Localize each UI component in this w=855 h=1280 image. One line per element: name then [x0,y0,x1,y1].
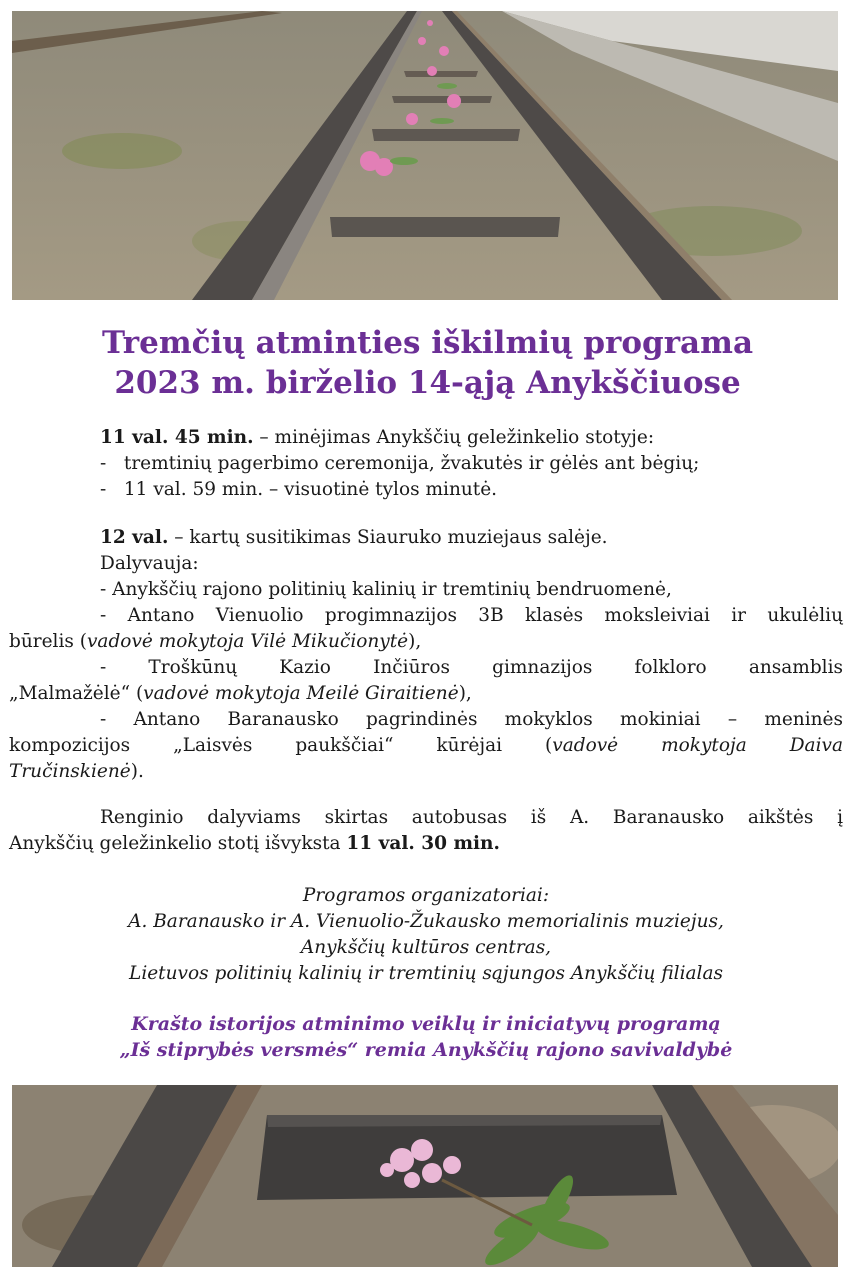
participant-2-leader: vadovė mokytoja Vilė Mikučionytė [86,631,409,652]
participants-label: Dalyvauja: [100,553,199,574]
participant-4-leader: vadovė mokytoja Daiva [552,735,843,756]
organizer-3: Lietuvos politinių kalinių ir tremtinių sąjungos Anykščių filialas [129,963,723,984]
title-line-2: 2023 m. birželio 14-ąją Anykščiuose [114,365,741,401]
part1-heading [9,425,843,451]
bus-line-b: Anykščių geležinkelio stotį išvyksta 11 val. 30 min. [9,833,500,854]
bus-line-a: Renginio dalyviams skirtas autobusas iš A. Baranausko aikštės į [100,807,843,828]
railway-flowers-photo-top [12,11,838,300]
participant-1: - Anykščių rajono politinių kalinių ir tremtinių bendruomenė, [100,579,672,600]
organizers-label: Programos organizatoriai: [302,885,550,906]
organizers-block [9,883,843,987]
participant-2-line-a: - Antano Vienuolio progimnazijos 3B klasės moksleiviai ir ukulėlių [100,605,843,626]
part1-item-2: - 11 val. 59 min. – visuotinė tylos minutė. [100,479,498,500]
participant-3-leader: vadovė mokytoja Meilė Giraitienė [143,683,459,704]
participant-4-line-c: Tručinskienė). [9,761,144,782]
bus-time: 11 val. 30 min. [346,833,500,854]
organizer-1: A. Baranausko ir A. Vienuolio-Žukausko memorialinis muziejus, [128,911,724,932]
program-body [9,425,843,1063]
title-line-1: Tremčių atminties iškilmių programa [101,325,754,361]
participant-3-line-b: „Malmažėlė“ (vadovė mokytoja Meilė Giraitienė), [9,683,472,704]
railway-flowers-photo-bottom [12,1085,838,1267]
part2-text: – kartų susitikimas Siauruko muziejaus salėje. [168,527,608,548]
part1-text: – minėjimas Anykščių geležinkelio stotyje: [253,427,655,448]
part2-heading [9,525,843,551]
participant-4-line-b: kompozicijos „Laisvės paukščiai“ kūrėjai (vadovė mokytoja Daiva [9,735,843,756]
sponsor-line-2: „Iš stiprybės versmės“ remia Anykščių rajono savivaldybė [119,1039,733,1061]
part2-time: 12 val. [100,527,169,548]
organizer-2: Anykščių kultūros centras, [300,937,552,958]
sponsor-line-1: Krašto istorijos atminimo veiklų ir iniciatyvų programą [131,1013,721,1035]
program-title [0,323,855,403]
part1-item-1: - tremtinių pagerbimo ceremonija, žvakutės ir gėlės ant bėgių; [100,453,700,474]
participant-4-line-a: - Antano Baranausko pagrindinės mokyklos mokiniai – meninės [100,709,843,730]
participant-3-line-a: - Troškūnų Kazio Inčiūros gimnazijos folkloro ansamblis [100,657,843,678]
sponsor-block [9,1011,843,1063]
part1-time: 11 val. 45 min. [100,427,254,448]
participant-2-line-b: būrelis (vadovė mokytoja Vilė Mikučionytė), [9,631,422,652]
